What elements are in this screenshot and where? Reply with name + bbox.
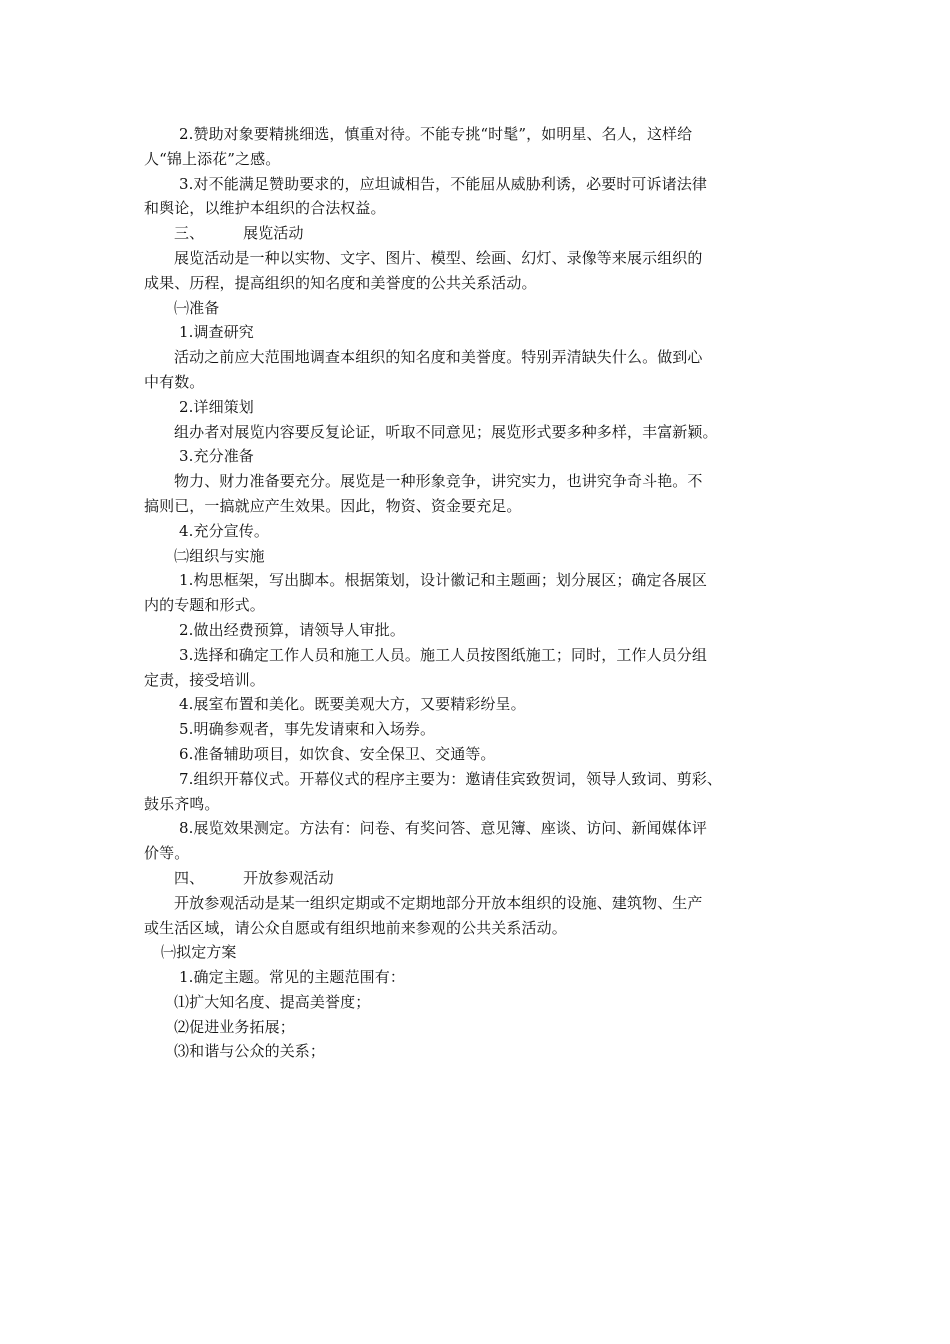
paragraph-line: 搞则已，一搞就应产生效果。因此，物资、资金要充足。 — [144, 496, 522, 515]
paragraph-line: 中有数。 — [144, 372, 205, 391]
list-item: 3.充分准备 — [179, 447, 254, 466]
list-item: 1.调查研究 — [179, 323, 254, 342]
paragraph-line: 内的专题和形式。 — [144, 596, 265, 615]
section-heading: 四、 开放参观活动 — [174, 868, 334, 887]
list-item: 1.确定主题。常见的主题范围有： — [179, 968, 405, 987]
paragraph-line: 价等。 — [144, 844, 190, 863]
section-heading: 三、 展览活动 — [174, 224, 304, 243]
paragraph-line: 组办者对展览内容要反复论证，听取不同意见；展览形式要多种多样，丰富新颖。 — [174, 422, 718, 441]
paragraph-line: 定责，接受培训。 — [144, 670, 265, 689]
list-item: 2.详细策划 — [179, 397, 254, 416]
paragraph-line: 物力、财力准备要充分。展览是一种形象竞争，讲究实力，也讲究争奇斗艳。不 — [174, 472, 703, 491]
paragraph-line: 鼓乐齐鸣。 — [144, 794, 220, 813]
paragraph-line: 展览活动是一种以实物、文字、图片、模型、绘画、幻灯、录像等来展示组织的 — [174, 248, 703, 267]
list-item: 1.构思框架，写出脚本。根据策划，设计徽记和主题画；划分展区；确定各展区 — [179, 571, 707, 590]
subsection-heading: ㈡组织与实施 — [174, 546, 265, 565]
paragraph-line: 人“锦上添花”之感。 — [144, 149, 281, 168]
paragraph-line: 开放参观活动是某一组织定期或不定期地部分开放本组织的设施、建筑物、生产 — [174, 893, 703, 912]
list-item: 6.准备辅助项目，如饮食、安全保卫、交通等。 — [179, 744, 496, 763]
list-item: ⑵促进业务拓展； — [174, 1017, 295, 1036]
paragraph-line: 3.对不能满足赞助要求的，应坦诚相告，不能屈从威胁利诱，必要时可诉诸法律 — [179, 174, 707, 193]
paragraph-line: 活动之前应大范围地调查本组织的知名度和美誉度。特别弄清缺失什么。做到心 — [174, 348, 703, 367]
paragraph-line: 和舆论，以维护本组织的合法权益。 — [144, 199, 386, 218]
list-item: 4.展室布置和美化。既要美观大方，又要精彩纷呈。 — [179, 695, 526, 714]
list-item: 2.做出经费预算，请领导人审批。 — [179, 620, 405, 639]
list-item: 3.选择和确定工作人员和施工人员。施工人员按图纸施工；同时，工作人员分组 — [179, 645, 707, 664]
subsection-heading: ㈠拟定方案 — [161, 943, 237, 962]
list-item: 5.明确参观者，事先发请柬和入场券。 — [179, 720, 436, 739]
list-item: 4.充分宣传。 — [179, 521, 270, 540]
list-item: ⑶和谐与公众的关系； — [174, 1042, 326, 1061]
list-item: ⑴扩大知名度、提高美誉度； — [174, 992, 371, 1011]
list-item: 8.展览效果测定。方法有：问卷、有奖问答、意见簿、座谈、访问、新闻媒体评 — [179, 819, 707, 838]
paragraph-line: 2.赞助对象要精挑细选，慎重对待。不能专挑“时髦”，如明星、名人，这样给 — [179, 125, 693, 143]
paragraph-line: 或生活区域，请公众自愿或有组织地前来参观的公共关系活动。 — [144, 918, 567, 937]
list-item: 7.组织开幕仪式。开幕仪式的程序主要为：邀请佳宾致贺词，领导人致词、剪彩、 — [179, 769, 723, 788]
subsection-heading: ㈠准备 — [174, 298, 220, 317]
document-body — [144, 122, 794, 1064]
paragraph-line: 成果、历程，提高组织的知名度和美誉度的公共关系活动。 — [144, 273, 537, 292]
